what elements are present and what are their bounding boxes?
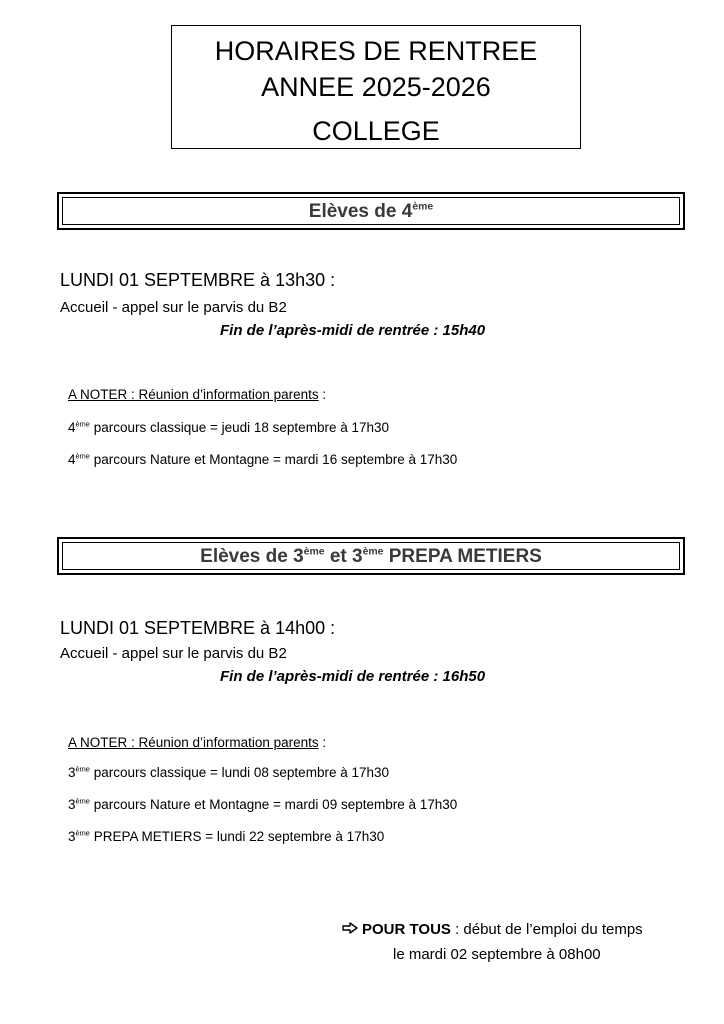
date-line-3eme: LUNDI 01 SEPTEMBRE à 14h00 : xyxy=(60,618,336,638)
accueil-3eme: Accueil - appel sur le parvis du B2 xyxy=(60,645,287,662)
note-heading-4eme: A NOTER : Réunion d’information parents : xyxy=(68,387,327,402)
accueil-4eme: Accueil - appel sur le parvis du B2 xyxy=(60,299,287,316)
note-item-3eme-2: 3ème parcours Nature et Montagne = mardi 09 septembre à 17h30 xyxy=(68,796,458,812)
title-line-2: ANNEE 2025-2026 xyxy=(261,72,491,102)
note-item-3eme-1: 3ème parcours classique = lundi 08 septembre à 17h30 xyxy=(68,764,390,780)
title-line-3: COLLEGE xyxy=(312,116,440,146)
pour-tous-line: POUR TOUS : début de l’emploi du temps xyxy=(342,921,643,938)
date-line-4eme: LUNDI 01 SEPTEMBRE à 13h30 : xyxy=(60,270,336,290)
note-item-4eme-2: 4ème parcours Nature et Montagne = mardi 16 septembre à 17h30 xyxy=(68,451,458,467)
fin-4eme: Fin de l’après-midi de rentrée : 15h40 xyxy=(220,322,486,339)
section-header-4eme-label: Elèves de 4ème xyxy=(62,197,680,225)
note-item-4eme-1: 4ème parcours classique = jeudi 18 septembre à 17h30 xyxy=(68,419,390,435)
section-header-3eme-label: Elèves de 3ème et 3ème PREPA METIERS xyxy=(62,542,680,570)
section-header-4eme xyxy=(57,192,685,230)
title-box xyxy=(171,25,581,149)
pour-tous-date: le mardi 02 septembre à 08h00 xyxy=(393,946,601,963)
section-header-3eme xyxy=(57,537,685,575)
note-item-3eme-3: 3ème PREPA METIERS = lundi 22 septembre à 17h30 xyxy=(68,828,385,844)
fin-3eme: Fin de l’après-midi de rentrée : 16h50 xyxy=(220,668,486,685)
note-heading-3eme: A NOTER : Réunion d’information parents : xyxy=(68,735,327,750)
right-arrow-icon xyxy=(342,921,358,938)
title-line-1: HORAIRES DE RENTREE xyxy=(214,36,538,66)
